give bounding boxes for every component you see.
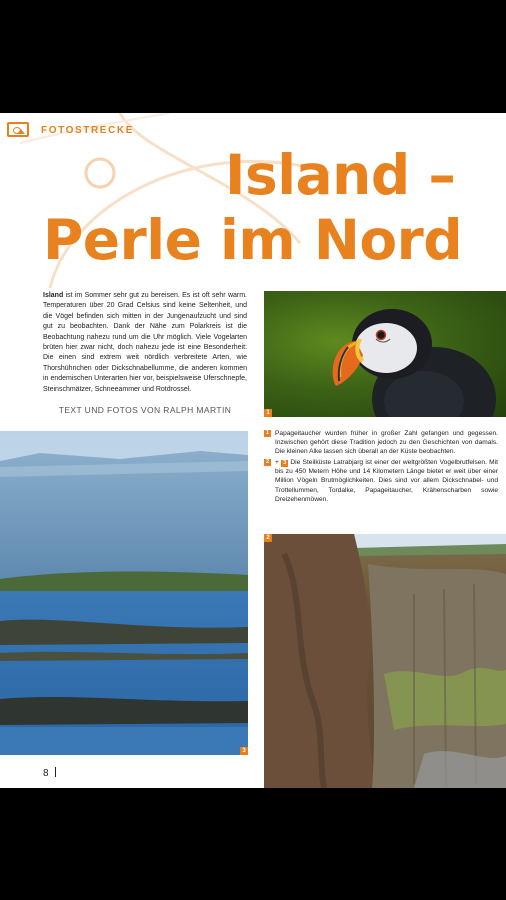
caption-badge: 2 xyxy=(265,459,270,466)
photo-camera-icon xyxy=(7,122,29,137)
photo-number-badge: 3 xyxy=(240,747,248,755)
bird-cliff-photo[interactable] xyxy=(264,534,506,788)
cliff-illustration xyxy=(264,534,506,788)
intro-lead: Island xyxy=(43,292,64,299)
caption-text: Papageitaucher wurden früher in großer Zahl gefangen und gegessen. Inzwischen gehört diese Tradition jedoch zu den Geschichten von damals. Die kleinen Alke lassen sich überall an der Küste beobachten. xyxy=(275,430,498,456)
caption-2 xyxy=(264,458,498,503)
page-number: 8 xyxy=(43,767,56,779)
photo-number-badge: 1 xyxy=(264,409,272,417)
photo-captions xyxy=(264,429,498,506)
caption-prefix: + xyxy=(275,459,279,467)
article-title-line2: Perle im Nord xyxy=(43,208,463,272)
magazine-page xyxy=(0,113,506,788)
section-label: FOTOSTRECKE xyxy=(41,125,134,136)
puffin-illustration xyxy=(264,291,506,417)
article-title-line1: Island – xyxy=(225,143,456,207)
photo-number-badge: 2 xyxy=(264,534,272,542)
author-credit: TEXT UND FOTOS VON RALPH MARTIN xyxy=(58,405,232,415)
intro-text: ist im Sommer sehr gut zu bereisen. Es ist oft sehr warm. Temperaturen über 20 Grad Celsius sind keine Seltenheit, und die Vögel befinden sich mitten in der Jungenaufzucht und sind gut zu beobachten. Dank der Nähe zum Polarkreis ist die Beobachtung nahezu rund um die Uhr möglich. Viele Vogelarten brüten hier zwar nicht, doch nahezu jede ist eine Besonderheit: Die einen sind extrem weit nördlich verbreitete Arten, wie Thorshühnchen oder Dickschnabellumme, die anderen kommen in endemischen Unterarten hier vor, beispielsweise Uferschnepfe, Steinschmätzer, Schneeammer und Rotdrossel. xyxy=(43,292,248,393)
intro-paragraph xyxy=(43,291,247,395)
caption-text: Die Steilküste Latrabjarg ist einer der weltgrößten Vogelbrutfelsen. Mit bis zu 450 Metern Höhe und 14 Kilometern Länge bietet er weit über einer Million Vögeln Brutmöglichkeiten. Dies sind vor allem Dickschnabel- und Trottellummen, Tordalke, Papageitaucher, Krähenscharben sowie Dreizehenmöwen. xyxy=(275,459,498,503)
caption-badge: 1 xyxy=(265,430,270,436)
fjord-landscape-photo[interactable] xyxy=(0,431,248,755)
fjord-illustration xyxy=(0,431,248,755)
puffin-photo[interactable] xyxy=(264,291,506,417)
caption-badge-secondary: 3 xyxy=(283,460,287,467)
caption-1 xyxy=(264,429,498,456)
